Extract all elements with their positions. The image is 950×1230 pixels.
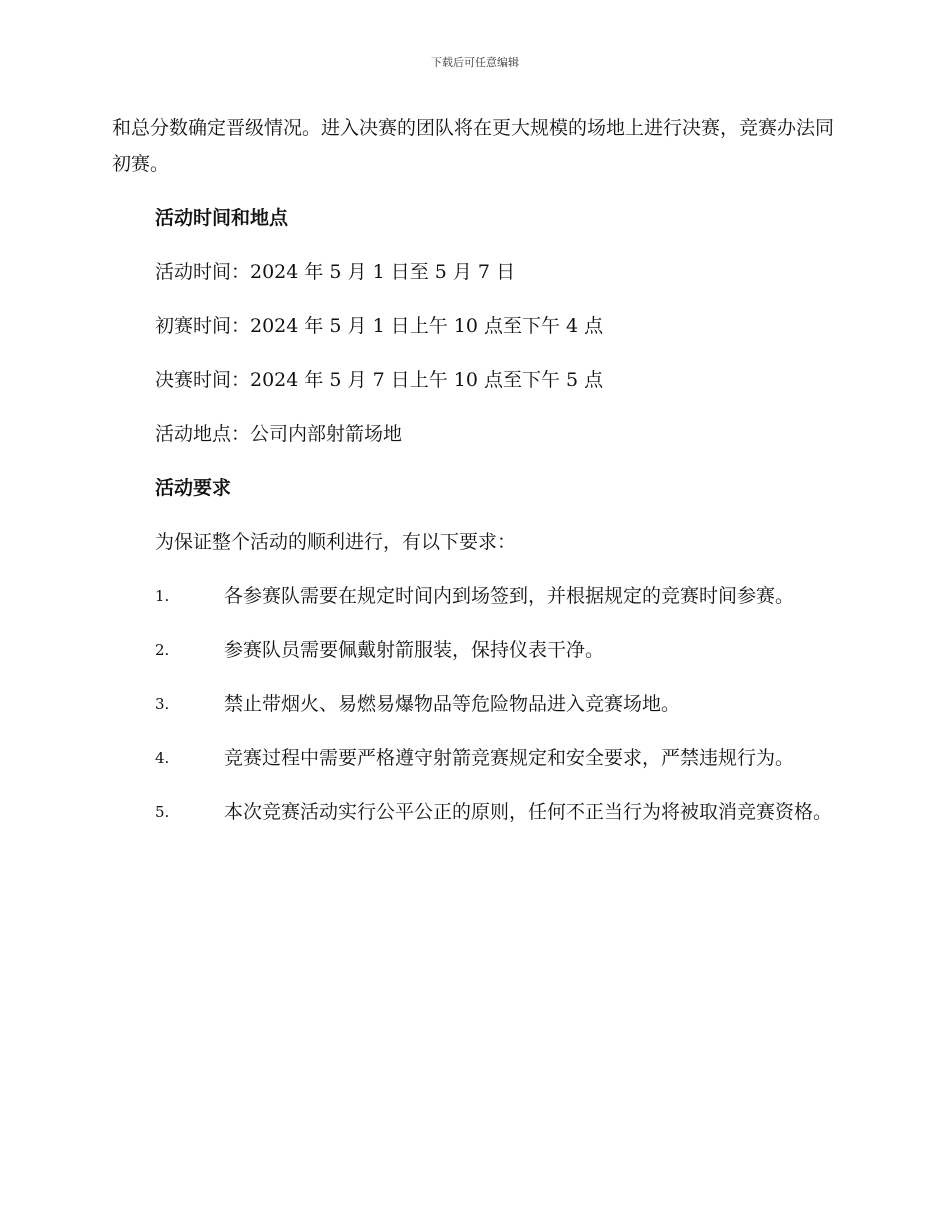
section-heading-requirements: 活动要求 bbox=[155, 477, 232, 499]
list-text: 参赛队员需要佩戴射箭服装，保持仪表干净。 bbox=[224, 639, 605, 661]
list-number: 2. bbox=[155, 641, 170, 659]
continuation-paragraph: 和总分数确定晋级情况。进入决赛的团队将在更大规模的场地上进行决赛，竞赛办法同初赛。 bbox=[112, 117, 835, 175]
section-heading-time-place: 活动时间和地点 bbox=[155, 207, 289, 229]
list-number: 1. bbox=[155, 587, 170, 605]
activity-time-line: 活动时间：2024 年 5 月 1 日至 5 月 7 日 bbox=[155, 261, 516, 283]
list-item bbox=[112, 740, 834, 776]
list-text: 禁止带烟火、易燃易爆物品等危险物品进入竞赛场地。 bbox=[224, 693, 681, 715]
list-text: 竞赛过程中需要严格遵守射箭竞赛规定和安全要求，严禁违规行为。 bbox=[224, 747, 795, 769]
preliminary-time-line: 初赛时间：2024 年 5 月 1 日上午 10 点至下午 4 点 bbox=[155, 315, 604, 337]
list-item bbox=[112, 686, 834, 722]
list-number: 5. bbox=[155, 803, 170, 821]
list-text: 本次竞赛活动实行公平公正的原则，任何不正当行为将被取消竞赛资格。 bbox=[224, 801, 833, 823]
final-time-line: 决赛时间：2024 年 5 月 7 日上午 10 点至下午 5 点 bbox=[155, 369, 604, 391]
document-body bbox=[112, 110, 834, 848]
list-item bbox=[112, 578, 834, 614]
list-number: 3. bbox=[155, 695, 170, 713]
list-item bbox=[112, 632, 834, 668]
page-header: 下载后可任意编辑 bbox=[431, 56, 519, 69]
activity-place-line: 活动地点：公司内部射箭场地 bbox=[155, 423, 403, 445]
list-item bbox=[112, 794, 834, 830]
list-number: 4. bbox=[155, 749, 170, 767]
list-text: 各参赛队需要在规定时间内到场签到，并根据规定的竞赛时间参赛。 bbox=[224, 585, 795, 607]
requirements-intro: 为保证整个活动的顺利进行，有以下要求： bbox=[155, 531, 517, 553]
